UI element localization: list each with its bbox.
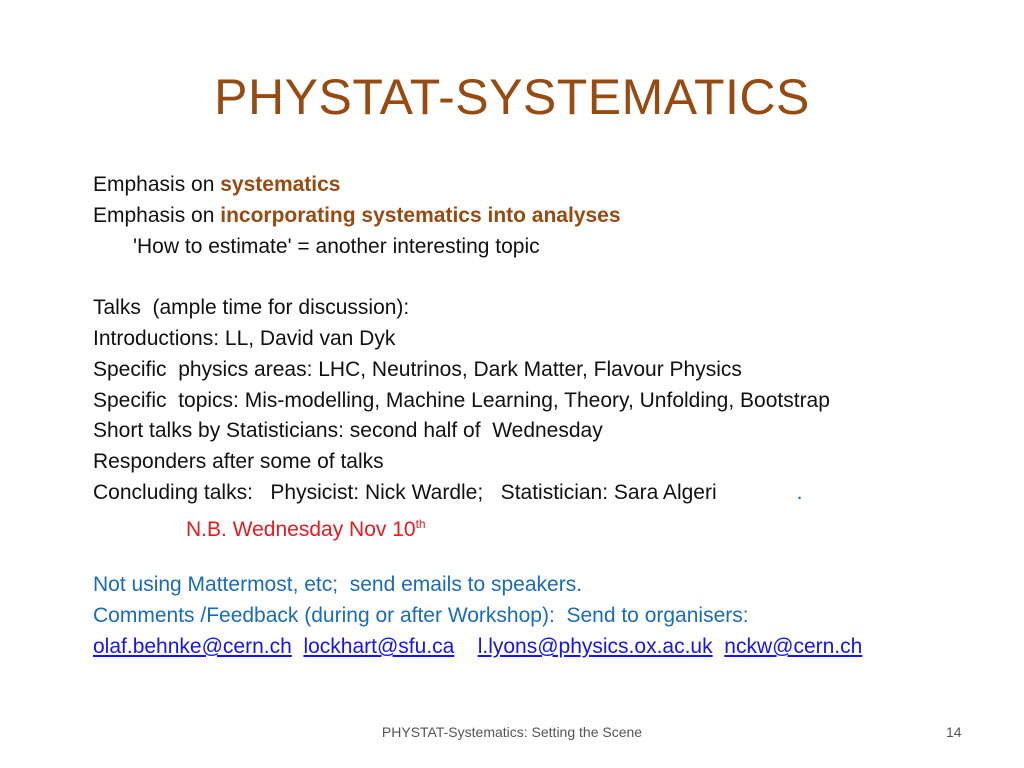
footer-text: PHYSTAT-Systematics: Setting the Scene (381, 724, 643, 740)
talks-responders: Responders after some of talks (93, 450, 384, 474)
emphasis-accent-2: incorporating systematics into analyses (220, 203, 621, 227)
emphasis-line-1 (93, 170, 973, 201)
talks-topics: Specific topics: Mis-modelling, Machine Learning, Theory, Unfolding, Bootstrap (93, 388, 830, 412)
email-link-nckw[interactable]: nckw@cern.ch (724, 634, 863, 658)
talks-concluding: Concluding talks: Physicist: Nick Wardle; Statistician: Sara Algeri (93, 480, 717, 504)
nb-note (93, 509, 973, 540)
talks-concluding-line (93, 478, 973, 509)
nb-text: N.B. Wednesday Nov 10 (186, 517, 416, 541)
email-links (93, 632, 973, 663)
emphasis-prefix-1: Emphasis on (93, 173, 221, 196)
spacer (93, 262, 973, 293)
emphasis-accent-1: systematics (220, 173, 341, 196)
contact-line-1: Not using Mattermost, etc; send emails to speakers. (93, 573, 583, 597)
page-number: 14 (946, 724, 962, 740)
talks-introductions: Introductions: LL, David van Dyk (93, 326, 396, 350)
emphasis-note: 'How to estimate' = another interesting topic (133, 234, 540, 258)
email-link-lyons[interactable]: l.lyons@physics.ox.ac.uk (477, 634, 713, 658)
talks-physics-areas: Specific physics areas: LHC, Neutrinos, Dark Matter, Flavour Physics (93, 357, 742, 381)
concluding-dot: . (796, 480, 803, 504)
email-link-lockhart[interactable]: lockhart@sfu.ca (303, 634, 455, 658)
contact-line-2: Comments /Feedback (during or after Workshop): Send to organisers: (93, 604, 749, 628)
nb-sup: th (415, 516, 426, 531)
slide-body (93, 170, 973, 663)
emphasis-line-2 (93, 201, 973, 232)
slide-title: PHYSTAT-SYSTEMATICS (214, 69, 810, 125)
emphasis-prefix-2: Emphasis on (93, 203, 221, 227)
email-link-behnke[interactable]: olaf.behnke@cern.ch (93, 634, 292, 658)
talks-statisticians: Short talks by Statisticians: second half of Wednesday (93, 419, 603, 443)
talks-heading: Talks (ample time for discussion): (93, 296, 410, 320)
spacer (93, 540, 973, 571)
